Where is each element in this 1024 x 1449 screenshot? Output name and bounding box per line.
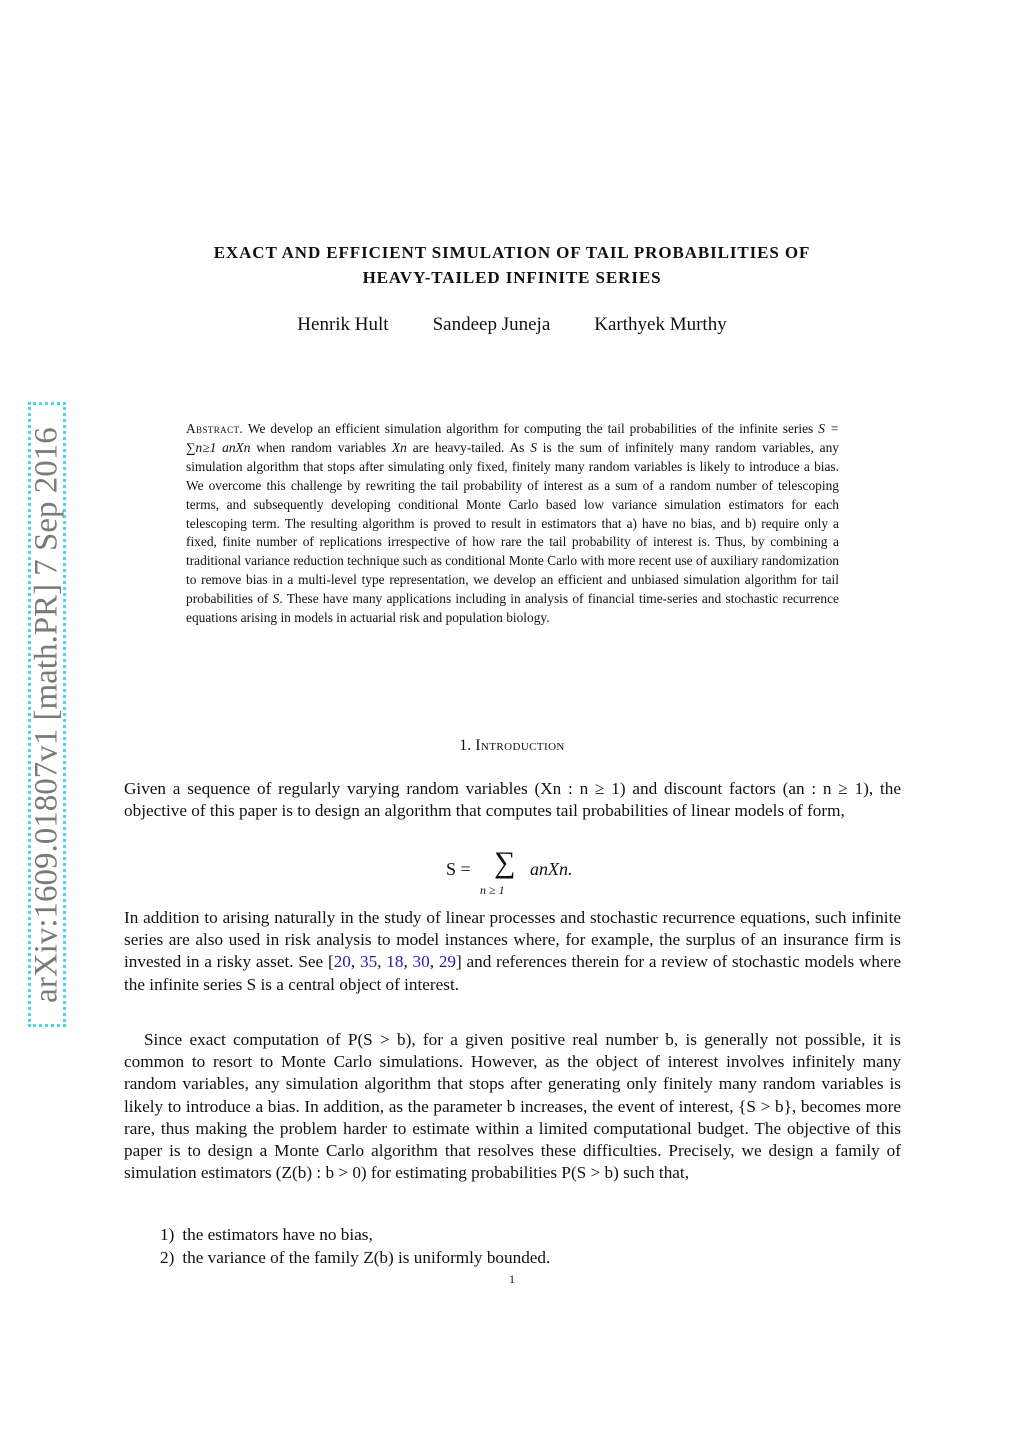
intro-paragraph-2 — [124, 907, 901, 996]
author-list — [130, 314, 894, 336]
section-title: Introduction — [475, 737, 565, 754]
list-text: the variance of the family Z(b) is uniformly bounded. — [182, 1247, 551, 1267]
citation-link[interactable]: 20 — [333, 952, 351, 972]
citation-link[interactable]: 35 — [359, 952, 378, 972]
paragraph-text: Given a sequence of regularly varying random variables (Xn : n ≥ 1) and discount factors (an : n ≥ 1), the objective of this paper is to design an algorithm that computes tail probabilities of linear models of form, — [124, 779, 901, 821]
list-item — [160, 1247, 550, 1270]
list-text: the estimators have no bias, — [182, 1225, 373, 1244]
abstract-text: We develop an efficient simulation algorithm for computing the tail probabilities of the infinite series — [243, 421, 819, 436]
section-heading-introduction — [130, 737, 894, 755]
abstract — [186, 420, 839, 628]
summation-index: n ≥ 1 — [480, 883, 505, 897]
display-equation — [446, 845, 586, 899]
abstract-formula: S = ∑n≥1 anXn — [186, 421, 839, 455]
list-item — [160, 1224, 550, 1247]
paragraph-text: In addition to arising naturally in the study of linear processes and stochastic recurrence equations, such infinite series are also used in risk analysis to model instances where, for example, the surplus of an insurance firm is invested in a risky asset. See [20, 35, 18, 30, 29] and references therein for a review of stochastic models where the infinite series S is a central object of interest. — [124, 908, 901, 994]
equation-lhs: S = — [446, 859, 471, 879]
list-marker: 1) — [160, 1225, 175, 1244]
page-number: 1 — [509, 1272, 515, 1286]
abstract-text: . These have many applications including in analysis of financial time-series and stochastic recurrence equations arising in models in actuarial risk and population biology. — [186, 591, 839, 626]
abstract-variable: S — [272, 591, 280, 607]
paragraph-text-part: In addition to arising naturally in the study of linear processes and stochastic recurrence equations, such infinite series are also used in risk analysis to model instances where, for example, the surplus of an insurance firm is invested in a risky asset. See [ — [124, 908, 901, 972]
summation-symbol: ∑ — [494, 846, 516, 879]
abstract-text: when random variables — [250, 439, 392, 455]
citation-link[interactable]: 29 — [438, 952, 456, 972]
abstract-text: are heavy-tailed. As — [406, 439, 531, 455]
abstract-label: Abstract. — [186, 421, 244, 436]
title-line-1: EXACT AND EFFICIENT SIMULATION OF TAIL PROBABILITIES OF — [213, 243, 811, 262]
abstract-variable: Xn — [391, 439, 407, 455]
author-name: Karthyek Murthy — [594, 314, 727, 335]
arxiv-stamp — [28, 402, 66, 1027]
citation-link[interactable]: 30 — [412, 952, 430, 972]
section-number: 1. — [459, 737, 476, 754]
property-list — [160, 1224, 550, 1269]
paragraph-text-part: ] and references therein for a review of stochastic models where the infinite series S is a central object of interest. — [124, 952, 901, 994]
intro-paragraph-1 — [124, 778, 901, 822]
abstract-variable: S — [530, 439, 537, 455]
citation-link[interactable]: 18 — [386, 952, 404, 972]
list-marker: 2) — [160, 1247, 175, 1267]
title-line-2: HEAVY-TAILED INFINITE SERIES — [362, 268, 662, 287]
arxiv-identifier: arXiv:1609.01807v1 [math.PR] 7 Sep 2016 — [28, 426, 65, 1003]
paper-title — [130, 240, 894, 290]
intro-paragraph-3 — [124, 1029, 901, 1184]
author-name: Sandeep Juneja — [432, 314, 551, 335]
paragraph-text: Since exact computation of P(S > b), for a given positive real number b, is generally not possible, it is common to resort to Monte Carlo simulations. However, as the object of interest involves infinitely many random variables, any simulation algorithm that stops after generating only finitely many random variables is likely to introduce a bias. In addition, as the parameter b increases, the event of interest, {S > b}, becomes more rare, thus making the problem harder to estimate within a limited computational budget. The objective of this paper is to design a Monte Carlo algorithm that resolves these difficulties. Precisely, we design a family of simulation estimators (Z(b) : b > 0) for estimating probabilities P(S > b) such that, — [124, 1030, 901, 1183]
author-name: Henrik Hult — [297, 314, 389, 335]
equation-rhs: anXn. — [530, 859, 573, 879]
abstract-text: is the sum of infinitely many random variables, any simulation algorithm that stops after simulating only fixed, finitely many random variables is likely to introduce a bias. We overcome this challenge by rewriting the tail probability of interest as a sum of a random number of telescoping terms, and subsequently developing conditional Monte Carlo based low variance simulation estimators for each telescoping term. The resulting algorithm is proved to result in estimators that a) have no bias, and b) require only a fixed, finite number of replications irrespective of how rare the tail probability of interest is. Thus, by combining a traditional variance reduction technique such as conditional Monte Carlo with more recent use of auxiliary randomization to remove bias in a multi-level type representation, we develop an efficient and unbiased simulation algorithm for tail probabilities of — [186, 439, 839, 607]
